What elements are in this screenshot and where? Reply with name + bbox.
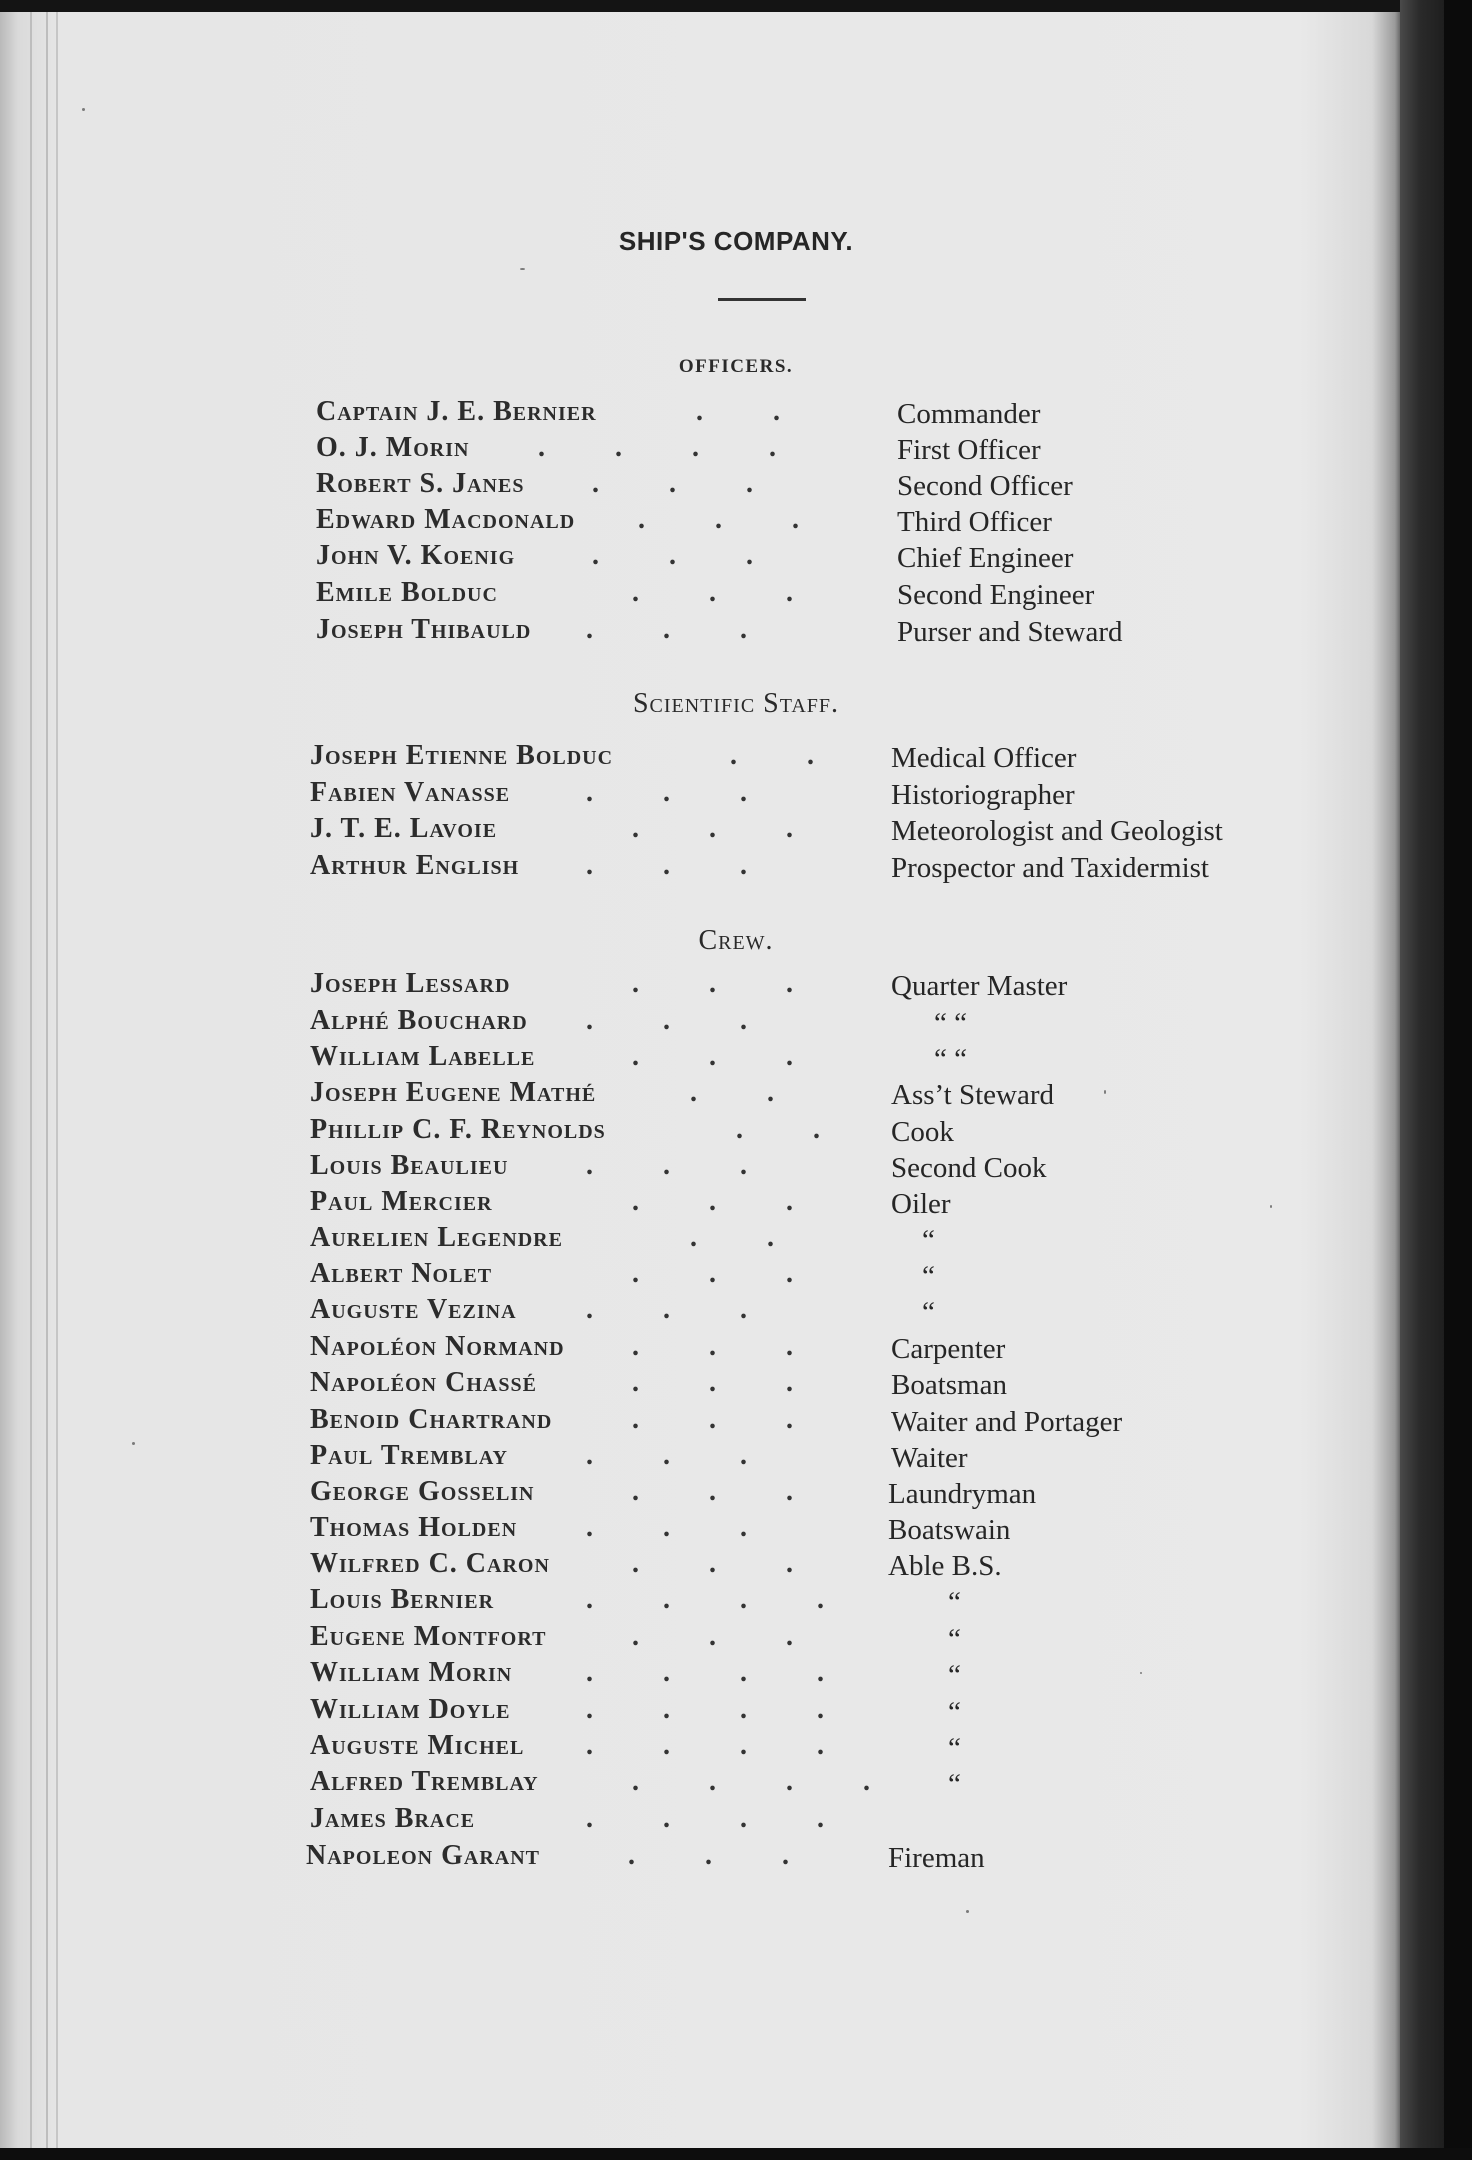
member-name: Napoléon Normand [310,1331,565,1362]
member-name: William Labelle [310,1041,536,1072]
member-name: J. T. E. Lavoie [310,813,498,844]
member-name: John V. Koenig [316,540,516,571]
leader-dots: . . . [586,777,747,808]
member-name: Auguste Vezina [310,1294,517,1325]
leader-dots: . . . [632,1041,793,1072]
leader-dots: . . . . [586,1657,824,1688]
binding-edge-line [30,12,32,2148]
member-name: Fabien Vanasse [310,777,511,808]
member-name: Edward Macdonald [316,504,576,535]
member-name: Robert S. Janes [316,468,525,499]
speck [520,268,525,270]
member-name: Aurelien Legendre [310,1222,563,1253]
leader-dots: . . [736,1114,820,1145]
title-rule [718,298,806,301]
section-heading-officers: OFFICERS. [678,356,794,377]
member-name: Captain J. E. Bernier [316,396,597,427]
leader-dots: . . . [632,1331,793,1362]
member-name: O. J. Morin [316,432,470,463]
member-role: Chief Engineer [897,542,1074,574]
member-name: Paul Mercier [310,1186,493,1217]
leader-dots: . . . [586,1294,747,1325]
leader-dots: . . . . [632,1766,870,1797]
leader-dots: . . . . [586,1803,824,1834]
leader-dots: . . [690,1222,774,1253]
member-role: Able B.S. [888,1550,1002,1582]
leader-dots: . . . [586,1512,747,1543]
member-name: Joseph Etienne Bolduc [310,740,614,771]
member-name: Louis Beaulieu [310,1150,509,1181]
member-role: “ “ [934,1043,967,1075]
speck [82,108,85,111]
member-name: Benoid Chartrand [310,1404,553,1435]
member-name: Alphé Bouchard [310,1005,528,1036]
leader-dots: . . . [592,468,753,499]
member-name: William Morin [310,1657,513,1688]
member-role: Second Engineer [897,579,1095,611]
leader-dots: . . . [632,1186,793,1217]
member-role: Prospector and Taxidermist [891,852,1209,884]
member-role: “ [948,1659,961,1691]
member-role: Oiler [891,1188,951,1220]
section-heading-crew: Crew. [698,925,774,956]
member-role: Second Officer [897,470,1073,502]
leader-dots: . . . [638,504,799,535]
leader-dots: . . [690,1077,774,1108]
member-name: Albert Nolet [310,1258,493,1289]
member-role: “ [948,1623,961,1655]
member-name: Joseph Eugene Mathé [310,1077,597,1108]
speck [132,1442,135,1445]
member-role: Commander [897,398,1041,430]
member-role: Fireman [888,1842,985,1874]
member-name: George Gosselin [310,1476,535,1507]
member-name: Eugene Montfort [310,1621,547,1652]
binding-edge-line [56,12,58,2148]
member-role: “ [922,1260,935,1292]
member-role: Boatswain [888,1514,1011,1546]
member-name: Napoléon Chassé [310,1367,537,1398]
member-role: “ [922,1224,935,1256]
leader-dots: . . . . [586,1694,824,1725]
member-name: Thomas Holden [310,1512,518,1543]
member-role: Purser and Steward [897,616,1123,648]
member-role: First Officer [897,434,1041,466]
member-name: Alfred Tremblay [310,1766,539,1797]
leader-dots: . . . [632,1404,793,1435]
member-role: “ “ [934,1007,967,1039]
leader-dots: . . . . [586,1584,824,1615]
leader-dots: . . . [586,1440,747,1471]
member-name: James Brace [310,1803,476,1834]
leader-dots: . . . . [586,1730,824,1761]
speck [1140,1672,1142,1674]
member-role: Cook [891,1116,954,1148]
leader-dots: . . [696,396,780,427]
leader-dots: . . . [586,614,747,645]
member-name: Napoleon Garant [306,1840,541,1871]
leader-dots: . . . . [538,432,776,463]
leader-dots: . . . [632,968,793,999]
page-title: SHIP'S COMPANY. [618,226,854,256]
leader-dots: . . [730,740,814,771]
leader-dots: . . . [632,1258,793,1289]
leader-dots: . . . [586,1005,747,1036]
leader-dots: . . . [592,540,753,571]
member-name: Emile Bolduc [316,577,498,608]
member-role: “ [948,1732,961,1764]
member-name: Louis Bernier [310,1584,495,1615]
leader-dots: . . . [628,1840,789,1871]
member-name: Joseph Thibauld [316,614,532,645]
member-role: Second Cook [891,1152,1047,1184]
member-role: “ [948,1586,961,1618]
leader-dots: . . . [586,850,747,881]
member-role: “ [948,1696,961,1728]
member-role: Historiographer [891,779,1075,811]
member-role: Waiter [891,1442,968,1474]
member-role: Meteorologist and Geologist [891,815,1223,847]
leader-dots: . . . [632,1367,793,1398]
leader-dots: . . . [632,1548,793,1579]
member-name: Arthur English [310,850,520,881]
member-role: “ [922,1296,935,1328]
leader-dots: . . . [632,813,793,844]
member-role: Quarter Master [891,970,1068,1002]
member-name: Paul Tremblay [310,1440,508,1471]
scan-border [1444,0,1472,2160]
speck [1270,1205,1272,1208]
speck [966,1910,969,1913]
section-heading-scientific-staff: Scientific Staff. [632,688,840,719]
member-role: Ass’t Steward [891,1079,1054,1111]
leader-dots: . . . [632,577,793,608]
member-name: Phillip C. F. Reynolds [310,1114,606,1145]
binding-edge-line [46,12,48,2148]
speck [1104,1090,1106,1094]
leader-dots: . . . [632,1621,793,1652]
member-name: Auguste Michel [310,1730,525,1761]
member-role: Boatsman [891,1369,1007,1401]
member-role: Laundryman [888,1478,1037,1510]
leader-dots: . . . [586,1150,747,1181]
member-name: Joseph Lessard [310,968,511,999]
member-role: Third Officer [897,506,1052,538]
leader-dots: . . . [632,1476,793,1507]
member-role: “ [948,1768,961,1800]
member-role: Carpenter [891,1333,1006,1365]
member-role: Waiter and Portager [891,1406,1123,1438]
member-name: Wilfred C. Caron [310,1548,550,1579]
member-role: Medical Officer [891,742,1077,774]
scan-border [0,2148,1472,2160]
member-name: William Doyle [310,1694,511,1725]
